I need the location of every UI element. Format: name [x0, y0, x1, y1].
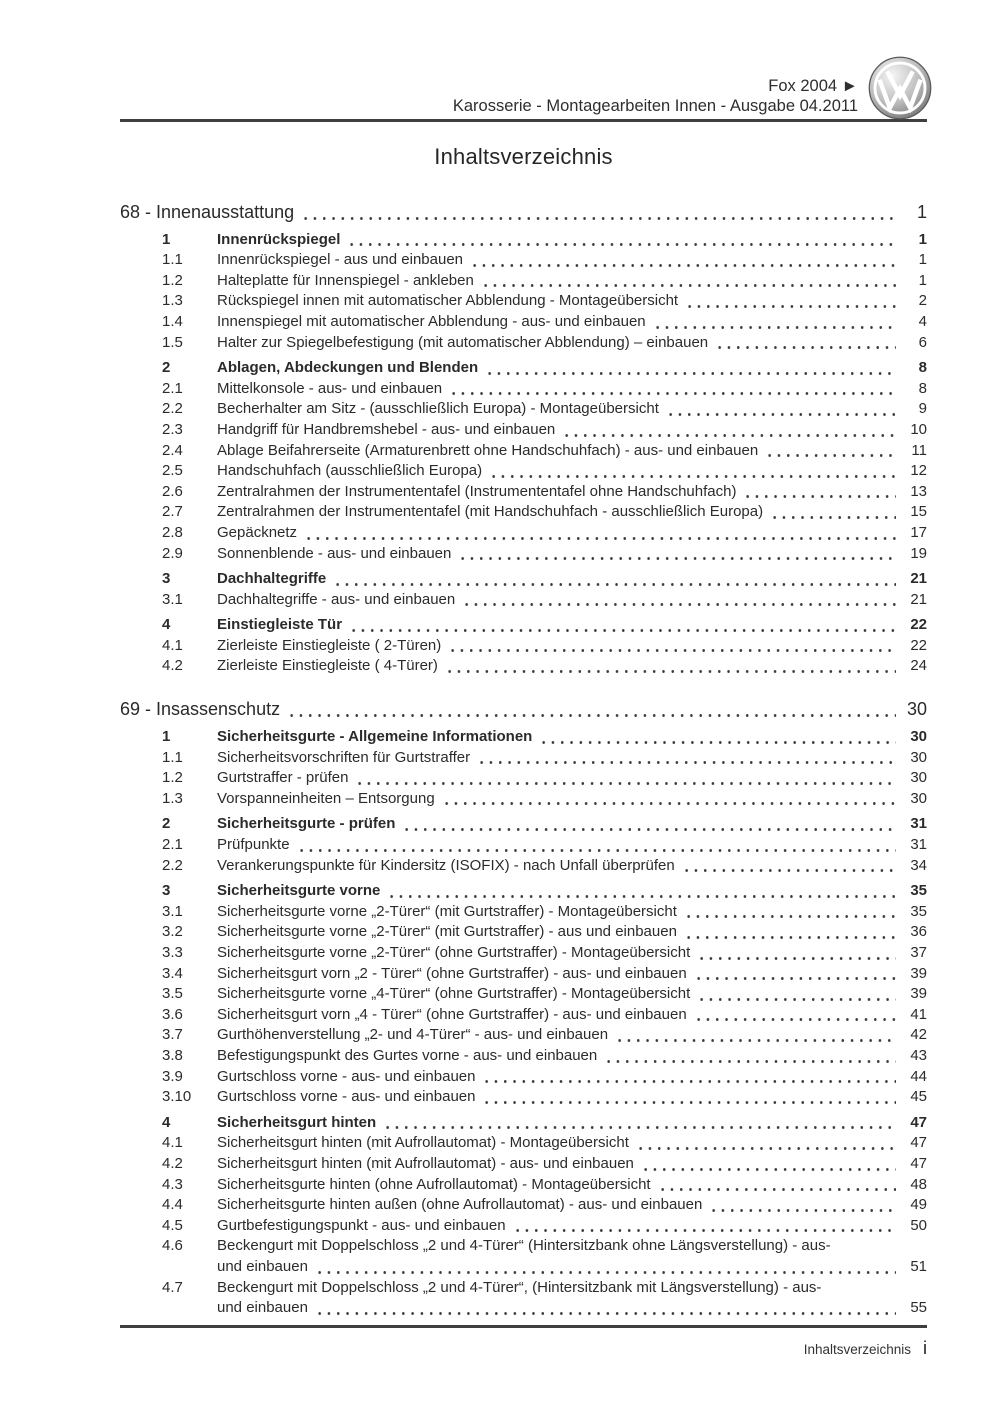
entry-number: 1 — [162, 230, 171, 248]
entry-number: 2 — [162, 359, 171, 377]
header-text — [120, 0, 927, 116]
entry-page-number: 4 — [918, 312, 927, 330]
entry-number: 1.1 — [162, 251, 183, 269]
entry-title: Einstiegleiste Tür — [217, 616, 343, 634]
dot-leader — [684, 902, 896, 923]
dot-leader — [481, 271, 896, 292]
toc-entry-row — [120, 1195, 927, 1216]
toc-entry-row — [120, 1113, 927, 1134]
entry-page-number: 15 — [910, 503, 927, 521]
entry-number: 2.9 — [162, 544, 183, 562]
entry-page-number: 35 — [910, 902, 927, 920]
entry-number: 3 — [162, 882, 171, 900]
dot-leader — [709, 1195, 896, 1216]
toc-entry-row — [120, 1025, 927, 1046]
dot-leader — [482, 1087, 896, 1108]
entry-page-number: 12 — [910, 462, 927, 480]
entry-title-line2: und einbauen — [217, 1257, 308, 1275]
entry-number: 2.2 — [162, 856, 183, 874]
toc-entry-row — [120, 399, 927, 420]
toc-entry-row — [120, 461, 927, 482]
entry-page-number: 1 — [918, 271, 927, 289]
dot-leader — [658, 1175, 896, 1196]
dot-leader — [458, 544, 896, 565]
chapter-page-number: 30 — [906, 699, 927, 720]
entry-number: 2.7 — [162, 503, 183, 521]
entry-page-number: 9 — [918, 400, 927, 418]
entry-page-number: 47 — [910, 1154, 927, 1172]
dot-leader — [615, 1025, 896, 1046]
entry-title: Beckengurt mit Doppelschloss „2 und 4-Türer“ (Hintersitzbank ohne Längsverstellung) - aus- — [217, 1237, 831, 1255]
dot-leader — [684, 922, 896, 943]
entry-number: 1.5 — [162, 333, 183, 351]
entry-page-number: 2 — [918, 292, 927, 310]
entry-number: 2.1 — [162, 836, 183, 854]
dot-leader — [347, 230, 896, 251]
entry-title: Verankerungspunkte für Kindersitz (ISOFIX) - nach Unfall überprüfen — [217, 856, 675, 874]
entry-title: Zentralrahmen der Instrumententafel (Instrumententafel ohne Handschuhfach) — [217, 482, 737, 500]
entry-number: 4.2 — [162, 1154, 183, 1172]
page-header — [120, 0, 927, 122]
entry-number: 3.1 — [162, 902, 183, 920]
entry-title: Ablage Beifahrerseite (Armaturenbrett ohne Handschuhfach) - aus- und einbauen — [217, 441, 759, 459]
toc-entry-row — [120, 271, 927, 292]
toc-entry-row — [120, 902, 927, 923]
dot-leader — [636, 1133, 896, 1154]
dot-leader — [333, 569, 896, 590]
vw-logo-icon — [868, 56, 932, 120]
toc-entry-row — [120, 748, 927, 769]
toc-entry-row — [120, 984, 927, 1005]
entry-number: 4.5 — [162, 1216, 183, 1234]
toc-entry-row — [120, 590, 927, 611]
dot-leader — [485, 358, 896, 379]
toc-entry-row — [120, 656, 927, 677]
toc-entry-row — [120, 814, 927, 835]
toc-entry-row — [120, 1154, 927, 1175]
entry-number: 4.1 — [162, 1134, 183, 1152]
dot-leader — [470, 250, 896, 271]
entry-page-number: 47 — [910, 1113, 927, 1131]
dot-leader — [442, 789, 896, 810]
entry-page-number: 22 — [910, 616, 927, 634]
dot-leader — [315, 1298, 896, 1319]
dot-leader — [315, 1257, 896, 1278]
entry-page-number: 42 — [910, 1026, 927, 1044]
entry-title: Dachhaltegriffe — [217, 570, 327, 588]
entry-number: 3.9 — [162, 1067, 183, 1085]
entry-page-number: 55 — [910, 1299, 927, 1317]
dot-leader — [383, 1113, 896, 1134]
entry-page-number: 31 — [910, 815, 927, 833]
entry-title: Sicherheitsgurt hinten (mit Aufrollautomat) - Montageübersicht — [217, 1134, 629, 1152]
entry-number: 1.2 — [162, 769, 183, 787]
dot-leader — [685, 291, 896, 312]
dot-leader — [562, 420, 896, 441]
dot-leader — [770, 502, 896, 523]
toc-entry-row — [120, 250, 927, 271]
entry-number: 3 — [162, 570, 171, 588]
model-line: Fox 2004 ► — [768, 77, 858, 95]
entry-title: Gurthöhenverstellung „2- und 4-Türer“ - aus- und einbauen — [217, 1026, 609, 1044]
entry-title: Mittelkonsole - aus- und einbauen — [217, 379, 443, 397]
entry-title: Sicherheitsgurt vorn „2 - Türer“ (ohne Gurtstraffer) - aus- und einbauen — [217, 964, 687, 982]
entry-title: Sicherheitsgurte vorne — [217, 882, 381, 900]
dot-leader — [448, 636, 896, 657]
toc-entry-row — [120, 943, 927, 964]
entry-title: Ablagen, Abdeckungen und Blenden — [217, 359, 479, 377]
entry-number: 2.3 — [162, 420, 183, 438]
entry-title: Sicherheitsgurte vorne „2-Türer“ (mit Gurtstraffer) - aus und einbauen — [217, 923, 677, 941]
toc-entry-row — [120, 768, 927, 789]
entry-page-number: 41 — [910, 1005, 927, 1023]
entry-title: Rückspiegel innen mit automatischer Abblendung - Montageübersicht — [217, 292, 679, 310]
entry-number: 2 — [162, 815, 171, 833]
entry-number: 1.3 — [162, 292, 183, 310]
entry-title: Sicherheitsgurt vorn „4 - Türer“ (ohne Gurtstraffer) - aus- und einbauen — [217, 1005, 687, 1023]
entry-number: 2.5 — [162, 462, 183, 480]
entry-number: 3.2 — [162, 923, 183, 941]
entry-page-number: 37 — [910, 944, 927, 961]
toc-entry-row — [120, 441, 927, 462]
dot-leader — [765, 441, 896, 462]
entry-page-number: 30 — [910, 748, 927, 766]
dot-leader — [743, 482, 896, 503]
toc-entry-row — [120, 1133, 927, 1154]
entry-number: 4.2 — [162, 657, 183, 675]
toc-entry-row — [120, 964, 927, 985]
chapter-label: 68 - Innenausstattung — [120, 201, 295, 222]
toc-entry-row — [120, 1046, 927, 1067]
entry-page-number: 8 — [918, 359, 927, 377]
entry-page-number: 21 — [910, 590, 927, 608]
entry-page-number: 51 — [910, 1257, 927, 1275]
entry-title: Gepäcknetz — [217, 523, 298, 541]
dot-leader — [402, 814, 896, 835]
entry-title: Sonnenblende - aus- und einbauen — [217, 544, 452, 562]
entry-title: Gurtbefestigungspunkt - aus- und einbauen — [217, 1216, 506, 1234]
toc-entry-row — [120, 1005, 927, 1026]
toc-entry-row — [120, 291, 927, 312]
dot-leader — [445, 656, 896, 677]
entry-title: Sicherheitsgurt hinten — [217, 1113, 377, 1131]
entry-title: Innenrückspiegel — [217, 230, 341, 248]
toc-entry-row — [120, 544, 927, 565]
entry-title: Prüfpunkte — [217, 836, 290, 854]
toc-entry-row — [120, 358, 927, 379]
entry-number: 2.6 — [162, 482, 183, 500]
entry-page-number: 21 — [910, 570, 927, 588]
entry-page-number: 19 — [910, 544, 927, 562]
dot-leader — [489, 461, 896, 482]
dot-leader — [482, 1067, 896, 1088]
entry-number: 1.3 — [162, 789, 183, 807]
entry-page-number: 34 — [910, 856, 927, 874]
entry-title: Beckengurt mit Doppelschloss „2 und 4-Türer“, (Hintersitzbank mit Längsverstellung) - aus- — [217, 1278, 822, 1296]
entry-number: 3.8 — [162, 1046, 183, 1064]
toc-chapter-row — [120, 697, 927, 722]
entry-title: Gurtschloss vorne - aus- und einbauen — [217, 1067, 476, 1085]
entry-title: Halter zur Spiegelbefestigung (mit automatischer Abblendung) – einbauen — [217, 333, 709, 351]
dot-leader — [297, 835, 896, 856]
entry-number: 3.5 — [162, 985, 183, 1003]
entry-title: Innenspiegel mit automatischer Abblendung - aus- und einbauen — [217, 312, 646, 330]
toc-entry-row — [120, 312, 927, 333]
dot-leader — [462, 590, 896, 611]
dot-leader — [604, 1046, 896, 1067]
toc-entry-row — [120, 1087, 927, 1108]
toc-entry-row — [120, 482, 927, 503]
footer-rule — [120, 1325, 927, 1328]
entry-page-number: 30 — [910, 769, 927, 787]
toc-entry-row — [120, 1236, 927, 1257]
entry-number: 4.6 — [162, 1237, 183, 1255]
page-footer — [120, 1325, 927, 1359]
toc-entry-row — [120, 1067, 927, 1088]
entry-page-number: 24 — [910, 657, 927, 675]
dot-leader — [715, 333, 896, 354]
dot-leader — [694, 964, 896, 985]
entry-number: 2.2 — [162, 400, 183, 418]
entry-title: Gurtstraffer - prüfen — [217, 769, 349, 787]
entry-number: 4.1 — [162, 636, 183, 654]
toc-entry-row — [120, 420, 927, 441]
entry-title: Handgriff für Handbremshebel - aus- und einbauen — [217, 420, 556, 438]
toc-entry-row — [120, 856, 927, 877]
dot-leader — [653, 312, 896, 333]
dot-leader — [355, 768, 896, 789]
toc-entry-row — [120, 835, 927, 856]
entry-number: 1.4 — [162, 312, 183, 330]
entry-title: Befestigungspunkt des Gurtes vorne - aus- und einbauen — [217, 1046, 598, 1064]
dot-leader — [477, 748, 896, 769]
entry-title: Vorspanneinheiten – Entsorgung — [217, 789, 435, 807]
entry-page-number: 1 — [918, 251, 927, 269]
entry-page-number: 39 — [910, 964, 927, 982]
dot-leader — [304, 523, 896, 544]
entry-title: Sicherheitsvorschriften für Gurtstraffer — [217, 748, 471, 766]
entry-page-number: 36 — [910, 923, 927, 941]
entry-title: Becherhalter am Sitz - (ausschließlich Europa) - Montageübersicht — [217, 400, 659, 418]
entry-number: 4.3 — [162, 1175, 183, 1193]
entry-page-number: 31 — [910, 836, 927, 854]
dot-leader — [666, 399, 896, 420]
entry-number: 2.4 — [162, 441, 183, 459]
dot-leader — [349, 615, 896, 636]
entry-title: Sicherheitsgurte vorne „4-Türer“ (ohne Gurtstraffer) - Montageübersicht — [217, 985, 691, 1003]
toc-entry-continuation-row — [120, 1257, 927, 1278]
entry-page-number: 48 — [910, 1175, 927, 1193]
entry-page-number: 44 — [910, 1067, 927, 1085]
toc-entry-row — [120, 569, 927, 590]
entry-title: Sicherheitsgurte vorne „2-Türer“ (mit Gurtstraffer) - Montageübersicht — [217, 902, 677, 920]
toc-entry-row — [120, 523, 927, 544]
entry-page-number: 30 — [910, 789, 927, 807]
dot-leader — [682, 856, 896, 877]
entry-number: 1.2 — [162, 271, 183, 289]
toc-entry-row — [120, 1175, 927, 1196]
entry-title: Sicherheitsgurte - Allgemeine Informationen — [217, 728, 533, 746]
entry-title: Sicherheitsgurt hinten (mit Aufrollautomat) - aus- und einbauen — [217, 1154, 634, 1172]
toc-entry-continuation-row — [120, 1298, 927, 1319]
toc-entry-row — [120, 727, 927, 748]
entry-page-number: 49 — [910, 1196, 927, 1214]
toc-entry-row — [120, 379, 927, 400]
entry-page-number: 11 — [911, 441, 927, 459]
entry-title: Sicherheitsgurte vorne „2-Türer“ (ohne Gurtstraffer) - Montageübersicht — [217, 944, 691, 961]
toc-entry-row — [120, 636, 927, 657]
entry-title: Innenrückspiegel - aus und einbauen — [217, 251, 464, 269]
toc-entry-row — [120, 881, 927, 902]
entry-title-line2: und einbauen — [217, 1299, 308, 1317]
dot-leader — [387, 881, 896, 902]
page-title: Inhaltsverzeichnis — [434, 143, 613, 169]
entry-number: 3.1 — [162, 590, 183, 608]
dot-leader — [694, 1005, 896, 1026]
toc-entry-row — [120, 922, 927, 943]
footer-label: Inhaltsverzeichnis — [803, 1341, 911, 1357]
dot-leader — [513, 1216, 896, 1237]
entry-page-number: 30 — [910, 728, 927, 746]
entry-number: 3.10 — [162, 1088, 192, 1106]
toc — [120, 200, 927, 1319]
footer-page-number: i — [923, 1337, 927, 1358]
entry-number: 3.6 — [162, 1005, 183, 1023]
entry-number: 2.1 — [162, 379, 183, 397]
entry-title: Sicherheitsgurte hinten (ohne Aufrollautomat) - Montageübersicht — [217, 1175, 651, 1193]
entry-title: Halteplatte für Innenspiegel - ankleben — [217, 271, 474, 289]
entry-page-number: 47 — [910, 1134, 927, 1152]
entry-number: 1.1 — [162, 748, 183, 766]
entry-number: 4.7 — [162, 1278, 183, 1296]
chapter-label: 69 - Insassenschutz — [120, 699, 281, 720]
entry-page-number: 8 — [918, 379, 927, 397]
entry-title: Zierleiste Einstiegleiste ( 2-Türen) — [217, 636, 442, 654]
entry-page-number: 10 — [910, 420, 927, 438]
entry-page-number: 6 — [918, 333, 927, 351]
dot-leader — [697, 943, 896, 964]
entry-page-number: 35 — [910, 882, 927, 900]
toc-entry-row — [120, 230, 927, 251]
dot-leader — [641, 1154, 896, 1175]
entry-page-number: 39 — [910, 985, 927, 1003]
header-subtitle: Karosserie - Montagearbeiten Innen - Ausgabe 04.2011 — [452, 97, 858, 115]
header-rule — [120, 119, 927, 122]
toc-entry-row — [120, 1216, 927, 1237]
entry-title: Zentralrahmen der Instrumententafel (mit Handschuhfach - ausschließlich Europa) — [217, 503, 764, 521]
entry-number: 4 — [162, 616, 171, 634]
entry-page-number: 22 — [910, 636, 927, 654]
toc-chapter-row — [120, 200, 927, 225]
entry-title: Handschuhfach (ausschließlich Europa) — [217, 462, 483, 480]
entry-title: Sicherheitsgurte hinten außen (ohne Aufrollautomat) - aus- und einbauen — [217, 1196, 703, 1214]
entry-title: Dachhaltegriffe - aus- und einbauen — [217, 590, 456, 608]
document-page — [120, 0, 927, 1319]
toc-entry-row — [120, 333, 927, 354]
entry-page-number: 45 — [910, 1088, 927, 1106]
dot-leader — [287, 697, 896, 722]
entry-page-number: 1 — [918, 230, 927, 248]
toc-entry-row — [120, 615, 927, 636]
entry-title: Gurtschloss vorne - aus- und einbauen — [217, 1088, 476, 1106]
entry-number: 4 — [162, 1113, 171, 1131]
entry-page-number: 50 — [910, 1216, 927, 1234]
dot-leader — [539, 727, 896, 748]
dot-leader — [697, 984, 896, 1005]
entry-page-number: 17 — [910, 523, 927, 541]
toc-entry-row — [120, 789, 927, 810]
entry-number: 4.4 — [162, 1196, 183, 1214]
toc-entry-row — [120, 1278, 927, 1299]
entry-number: 3.7 — [162, 1026, 183, 1044]
entry-title: Zierleiste Einstiegleiste ( 4-Türer) — [217, 657, 438, 675]
entry-number: 1 — [162, 728, 171, 746]
entry-number: 3.3 — [162, 944, 183, 961]
entry-title: Sicherheitsgurte - prüfen — [217, 815, 396, 833]
dot-leader — [301, 200, 896, 225]
entry-page-number: 13 — [910, 482, 927, 500]
entry-number: 2.8 — [162, 523, 183, 541]
toc-entry-row — [120, 502, 927, 523]
entry-page-number: 43 — [910, 1046, 927, 1064]
entry-number: 3.4 — [162, 964, 183, 982]
chapter-page-number: 1 — [916, 201, 927, 222]
dot-leader — [449, 379, 896, 400]
